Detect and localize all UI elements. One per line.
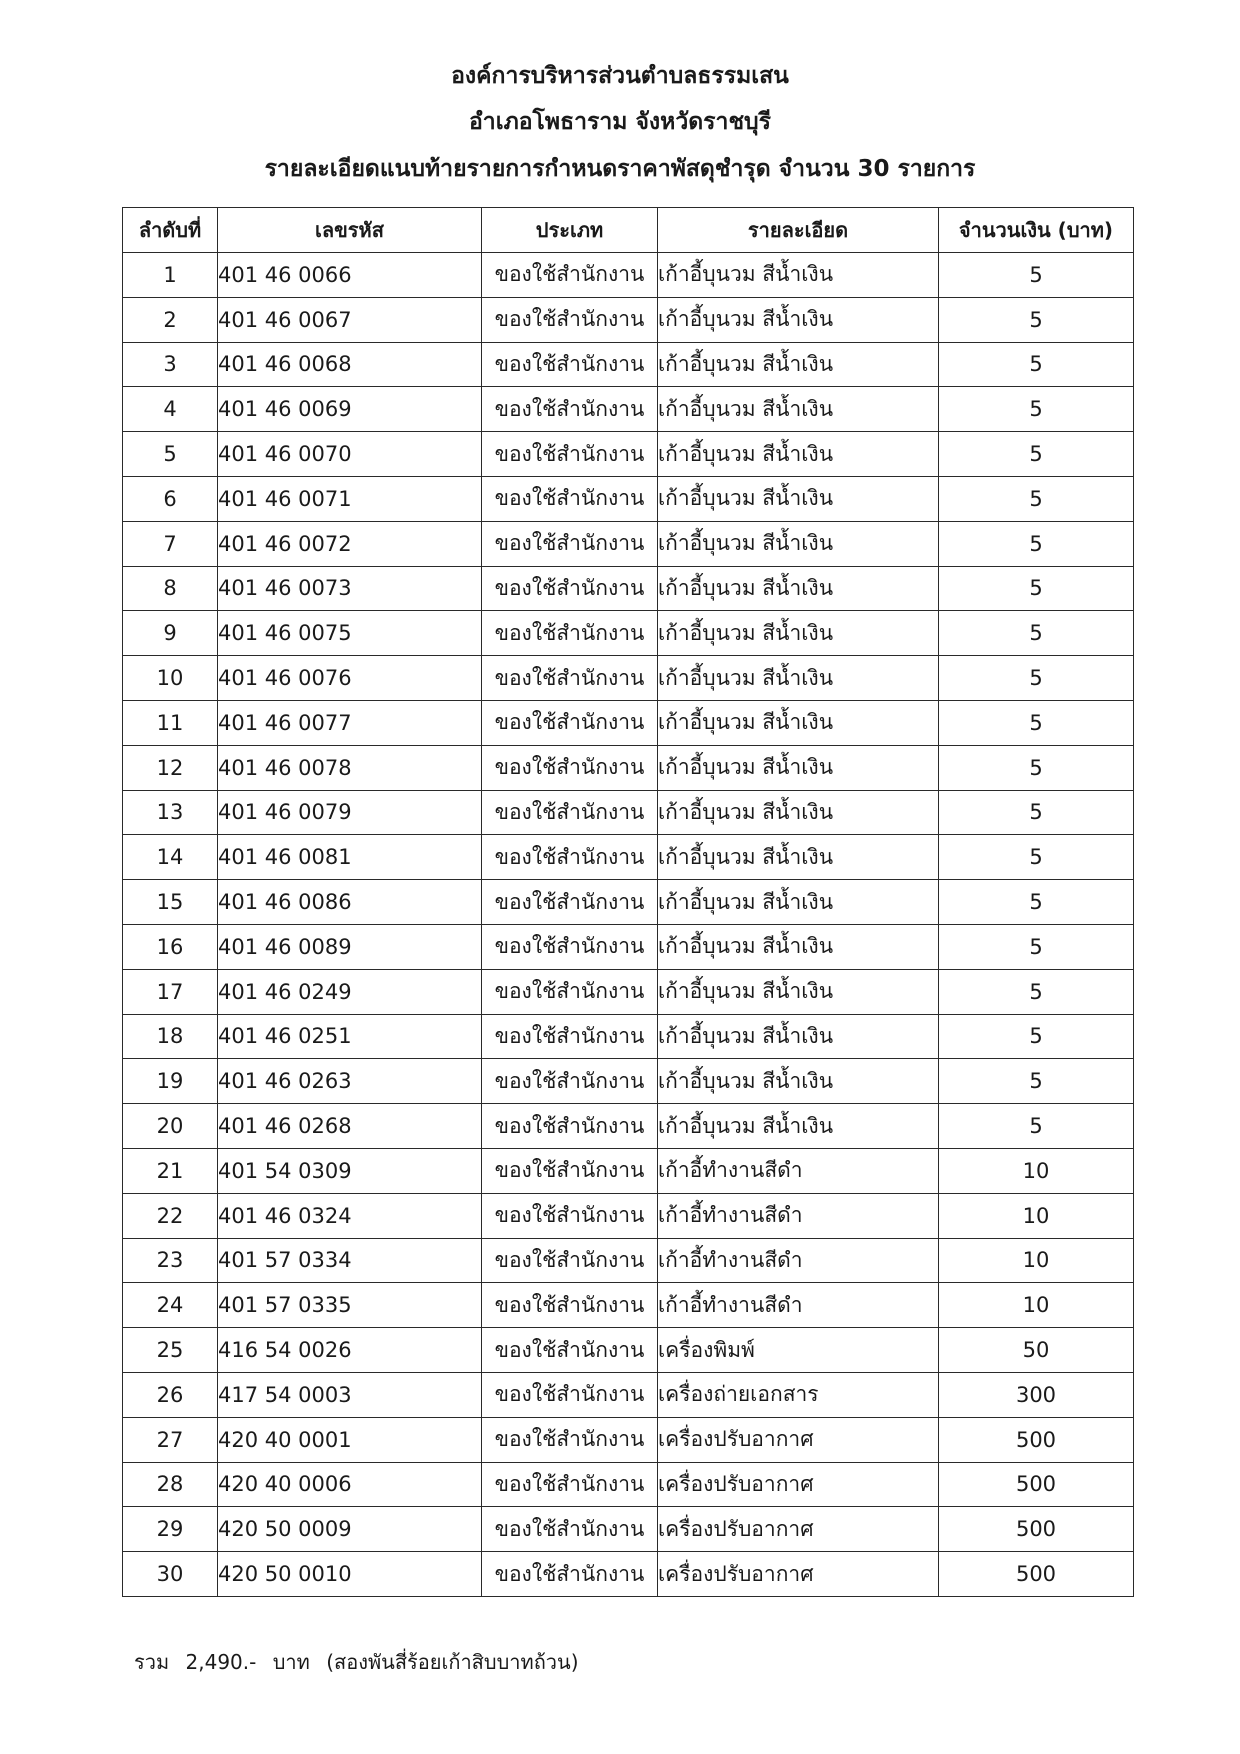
cell-no: 16 — [123, 924, 218, 969]
cell-code: 401 46 0068 — [218, 342, 482, 387]
cell-amount: 5 — [939, 476, 1134, 521]
cell-code: 401 46 0249 — [218, 969, 482, 1014]
cell-type: ของใช้สำนักงาน — [482, 924, 658, 969]
table-row — [123, 1462, 1134, 1507]
cell-description: เก้าอี้ทำงานสีดำ — [658, 1238, 939, 1283]
cell-type: ของใช้สำนักงาน — [482, 387, 658, 432]
cell-amount: 10 — [939, 1238, 1134, 1283]
cell-no: 7 — [123, 521, 218, 566]
cell-amount: 5 — [939, 700, 1134, 745]
header-type: ประเภท — [482, 208, 658, 253]
cell-code: 401 46 0073 — [218, 566, 482, 611]
cell-code: 401 46 0086 — [218, 880, 482, 925]
cell-type: ของใช้สำนักงาน — [482, 880, 658, 925]
cell-no: 3 — [123, 342, 218, 387]
table-row — [123, 1014, 1134, 1059]
total-in-words: (สองพันสี่ร้อยเก้าสิบบาทถ้วน) — [326, 1650, 579, 1674]
cell-code: 401 46 0077 — [218, 700, 482, 745]
total-unit: บาท — [272, 1650, 310, 1674]
items-table — [122, 207, 1134, 1597]
cell-no: 8 — [123, 566, 218, 611]
cell-amount: 5 — [939, 1059, 1134, 1104]
cell-type: ของใช้สำนักงาน — [482, 297, 658, 342]
table-row — [123, 342, 1134, 387]
table-row — [123, 387, 1134, 432]
cell-description: เก้าอี้บุนวม สีน้ำเงิน — [658, 656, 939, 701]
cell-description: เก้าอี้บุนวม สีน้ำเงิน — [658, 253, 939, 298]
cell-description: เครื่องปรับอากาศ — [658, 1507, 939, 1552]
cell-no: 17 — [123, 969, 218, 1014]
cell-no: 19 — [123, 1059, 218, 1104]
cell-no: 4 — [123, 387, 218, 432]
cell-type: ของใช้สำนักงาน — [482, 342, 658, 387]
cell-description: เก้าอี้บุนวม สีน้ำเงิน — [658, 700, 939, 745]
cell-type: ของใช้สำนักงาน — [482, 432, 658, 477]
table-row — [123, 1283, 1134, 1328]
table-row — [123, 700, 1134, 745]
cell-no: 27 — [123, 1417, 218, 1462]
cell-code: 401 46 0072 — [218, 521, 482, 566]
header-code: เลขรหัส — [218, 208, 482, 253]
cell-amount: 5 — [939, 656, 1134, 701]
cell-type: ของใช้สำนักงาน — [482, 1507, 658, 1552]
cell-description: เก้าอี้บุนวม สีน้ำเงิน — [658, 924, 939, 969]
cell-amount: 5 — [939, 611, 1134, 656]
cell-no: 14 — [123, 835, 218, 880]
cell-type: ของใช้สำนักงาน — [482, 1417, 658, 1462]
table-row — [123, 253, 1134, 298]
cell-amount: 5 — [939, 1104, 1134, 1149]
cell-code: 401 46 0066 — [218, 253, 482, 298]
table-row — [123, 1328, 1134, 1373]
cell-type: ของใช้สำนักงาน — [482, 969, 658, 1014]
cell-code: 401 46 0076 — [218, 656, 482, 701]
cell-no: 11 — [123, 700, 218, 745]
cell-description: เก้าอี้บุนวม สีน้ำเงิน — [658, 521, 939, 566]
header-no: ลำดับที่ — [123, 208, 218, 253]
cell-amount: 5 — [939, 253, 1134, 298]
cell-code: 401 46 0067 — [218, 297, 482, 342]
table-row — [123, 924, 1134, 969]
cell-description: เก้าอี้บุนวม สีน้ำเงิน — [658, 432, 939, 477]
org-title: องค์การบริหารส่วนตำบลธรรมเสน — [451, 63, 789, 89]
cell-description: เก้าอี้ทำงานสีดำ — [658, 1148, 939, 1193]
cell-type: ของใช้สำนักงาน — [482, 476, 658, 521]
cell-description: เก้าอี้บุนวม สีน้ำเงิน — [658, 1059, 939, 1104]
table-row — [123, 1148, 1134, 1193]
table-row — [123, 432, 1134, 477]
cell-code: 401 46 0268 — [218, 1104, 482, 1149]
cell-amount: 10 — [939, 1193, 1134, 1238]
document-title: รายละเอียดแนบท้ายรายการกำหนดราคาพัสดุชำรุด จำนวน 30 รายการ — [264, 156, 976, 182]
cell-description: เก้าอี้บุนวม สีน้ำเงิน — [658, 880, 939, 925]
cell-type: ของใช้สำนักงาน — [482, 1552, 658, 1597]
cell-amount: 5 — [939, 969, 1134, 1014]
cell-type: ของใช้สำนักงาน — [482, 1059, 658, 1104]
table-row — [123, 566, 1134, 611]
cell-description: เก้าอี้บุนวม สีน้ำเงิน — [658, 566, 939, 611]
cell-type: ของใช้สำนักงาน — [482, 1014, 658, 1059]
cell-description: เครื่องปรับอากาศ — [658, 1552, 939, 1597]
table-row — [123, 1552, 1134, 1597]
cell-amount: 5 — [939, 745, 1134, 790]
cell-type: ของใช้สำนักงาน — [482, 790, 658, 835]
cell-amount: 50 — [939, 1328, 1134, 1373]
cell-amount: 5 — [939, 1014, 1134, 1059]
cell-no: 22 — [123, 1193, 218, 1238]
cell-amount: 500 — [939, 1552, 1134, 1597]
cell-amount: 5 — [939, 880, 1134, 925]
cell-description: เครื่องถ่ายเอกสาร — [658, 1372, 939, 1417]
cell-code: 420 50 0009 — [218, 1507, 482, 1552]
table-row — [123, 611, 1134, 656]
cell-type: ของใช้สำนักงาน — [482, 521, 658, 566]
table-row — [123, 1417, 1134, 1462]
cell-code: 401 57 0334 — [218, 1238, 482, 1283]
cell-description: เก้าอี้บุนวม สีน้ำเงิน — [658, 1104, 939, 1149]
table-row — [123, 521, 1134, 566]
cell-no: 21 — [123, 1148, 218, 1193]
cell-no: 12 — [123, 745, 218, 790]
cell-type: ของใช้สำนักงาน — [482, 1238, 658, 1283]
total-summary — [134, 1646, 589, 1678]
cell-description: เครื่องพิมพ์ — [658, 1328, 939, 1373]
cell-type: ของใช้สำนักงาน — [482, 700, 658, 745]
cell-amount: 500 — [939, 1462, 1134, 1507]
table-row — [123, 1104, 1134, 1149]
cell-description: เก้าอี้บุนวม สีน้ำเงิน — [658, 1014, 939, 1059]
cell-type: ของใช้สำนักงาน — [482, 1283, 658, 1328]
table-row — [123, 880, 1134, 925]
table-row — [123, 835, 1134, 880]
table-row — [123, 656, 1134, 701]
table-row — [123, 1059, 1134, 1104]
cell-amount: 5 — [939, 566, 1134, 611]
cell-type: ของใช้สำนักงาน — [482, 611, 658, 656]
cell-code: 401 54 0309 — [218, 1148, 482, 1193]
cell-amount: 5 — [939, 432, 1134, 477]
cell-description: เก้าอี้บุนวม สีน้ำเงิน — [658, 297, 939, 342]
cell-code: 401 46 0079 — [218, 790, 482, 835]
cell-amount: 300 — [939, 1372, 1134, 1417]
cell-description: เก้าอี้บุนวม สีน้ำเงิน — [658, 476, 939, 521]
total-amount: 2,490.- — [185, 1650, 257, 1674]
cell-code: 420 40 0001 — [218, 1417, 482, 1462]
table-body — [123, 253, 1134, 1597]
cell-description: เก้าอี้บุนวม สีน้ำเงิน — [658, 342, 939, 387]
cell-no: 5 — [123, 432, 218, 477]
cell-no: 25 — [123, 1328, 218, 1373]
table-row — [123, 1372, 1134, 1417]
cell-code: 401 46 0081 — [218, 835, 482, 880]
table-row — [123, 790, 1134, 835]
cell-no: 6 — [123, 476, 218, 521]
cell-description: เก้าอี้บุนวม สีน้ำเงิน — [658, 387, 939, 432]
cell-code: 401 46 0263 — [218, 1059, 482, 1104]
cell-no: 15 — [123, 880, 218, 925]
cell-code: 401 46 0075 — [218, 611, 482, 656]
cell-code: 417 54 0003 — [218, 1372, 482, 1417]
cell-code: 401 46 0069 — [218, 387, 482, 432]
cell-no: 24 — [123, 1283, 218, 1328]
cell-description: เก้าอี้บุนวม สีน้ำเงิน — [658, 745, 939, 790]
cell-code: 401 46 0070 — [218, 432, 482, 477]
cell-code: 401 46 0089 — [218, 924, 482, 969]
cell-no: 1 — [123, 253, 218, 298]
cell-description: เครื่องปรับอากาศ — [658, 1417, 939, 1462]
cell-amount: 500 — [939, 1417, 1134, 1462]
cell-description: เก้าอี้ทำงานสีดำ — [658, 1193, 939, 1238]
cell-type: ของใช้สำนักงาน — [482, 1372, 658, 1417]
cell-amount: 500 — [939, 1507, 1134, 1552]
cell-type: ของใช้สำนักงาน — [482, 253, 658, 298]
table-row — [123, 1193, 1134, 1238]
cell-description: เก้าอี้บุนวม สีน้ำเงิน — [658, 969, 939, 1014]
table-row — [123, 745, 1134, 790]
cell-description: เก้าอี้บุนวม สีน้ำเงิน — [658, 790, 939, 835]
cell-type: ของใช้สำนักงาน — [482, 1462, 658, 1507]
cell-no: 23 — [123, 1238, 218, 1283]
cell-code: 401 57 0335 — [218, 1283, 482, 1328]
cell-code: 401 46 0324 — [218, 1193, 482, 1238]
cell-code: 401 46 0078 — [218, 745, 482, 790]
table-row — [123, 476, 1134, 521]
header-description: รายละเอียด — [658, 208, 939, 253]
cell-type: ของใช้สำนักงาน — [482, 566, 658, 611]
cell-amount: 5 — [939, 835, 1134, 880]
cell-type: ของใช้สำนักงาน — [482, 1193, 658, 1238]
cell-no: 2 — [123, 297, 218, 342]
cell-no: 30 — [123, 1552, 218, 1597]
cell-amount: 5 — [939, 342, 1134, 387]
cell-description: เก้าอี้ทำงานสีดำ — [658, 1283, 939, 1328]
table-row — [123, 1238, 1134, 1283]
total-label: รวม — [134, 1650, 170, 1674]
table-row — [123, 1507, 1134, 1552]
cell-no: 20 — [123, 1104, 218, 1149]
cell-code: 416 54 0026 — [218, 1328, 482, 1373]
cell-description: เครื่องปรับอากาศ — [658, 1462, 939, 1507]
cell-description: เก้าอี้บุนวม สีน้ำเงิน — [658, 835, 939, 880]
cell-amount: 5 — [939, 521, 1134, 566]
table-row — [123, 297, 1134, 342]
cell-type: ของใช้สำนักงาน — [482, 656, 658, 701]
cell-code: 420 50 0010 — [218, 1552, 482, 1597]
cell-no: 13 — [123, 790, 218, 835]
cell-no: 9 — [123, 611, 218, 656]
header-amount: จำนวนเงิน (บาท) — [939, 208, 1134, 253]
table-row — [123, 969, 1134, 1014]
cell-description: เก้าอี้บุนวม สีน้ำเงิน — [658, 611, 939, 656]
cell-amount: 5 — [939, 297, 1134, 342]
cell-amount: 5 — [939, 790, 1134, 835]
cell-no: 18 — [123, 1014, 218, 1059]
cell-code: 401 46 0071 — [218, 476, 482, 521]
cell-code: 401 46 0251 — [218, 1014, 482, 1059]
cell-type: ของใช้สำนักงาน — [482, 1148, 658, 1193]
cell-no: 26 — [123, 1372, 218, 1417]
cell-code: 420 40 0006 — [218, 1462, 482, 1507]
cell-amount: 10 — [939, 1283, 1134, 1328]
cell-type: ของใช้สำนักงาน — [482, 745, 658, 790]
cell-type: ของใช้สำนักงาน — [482, 1104, 658, 1149]
cell-amount: 5 — [939, 924, 1134, 969]
table-header-row — [123, 208, 1134, 253]
cell-type: ของใช้สำนักงาน — [482, 1328, 658, 1373]
cell-no: 28 — [123, 1462, 218, 1507]
cell-amount: 10 — [939, 1148, 1134, 1193]
cell-no: 29 — [123, 1507, 218, 1552]
cell-type: ของใช้สำนักงาน — [482, 835, 658, 880]
cell-amount: 5 — [939, 387, 1134, 432]
district-province: อำเภอโพธาราม จังหวัดราชบุรี — [468, 109, 772, 135]
cell-no: 10 — [123, 656, 218, 701]
